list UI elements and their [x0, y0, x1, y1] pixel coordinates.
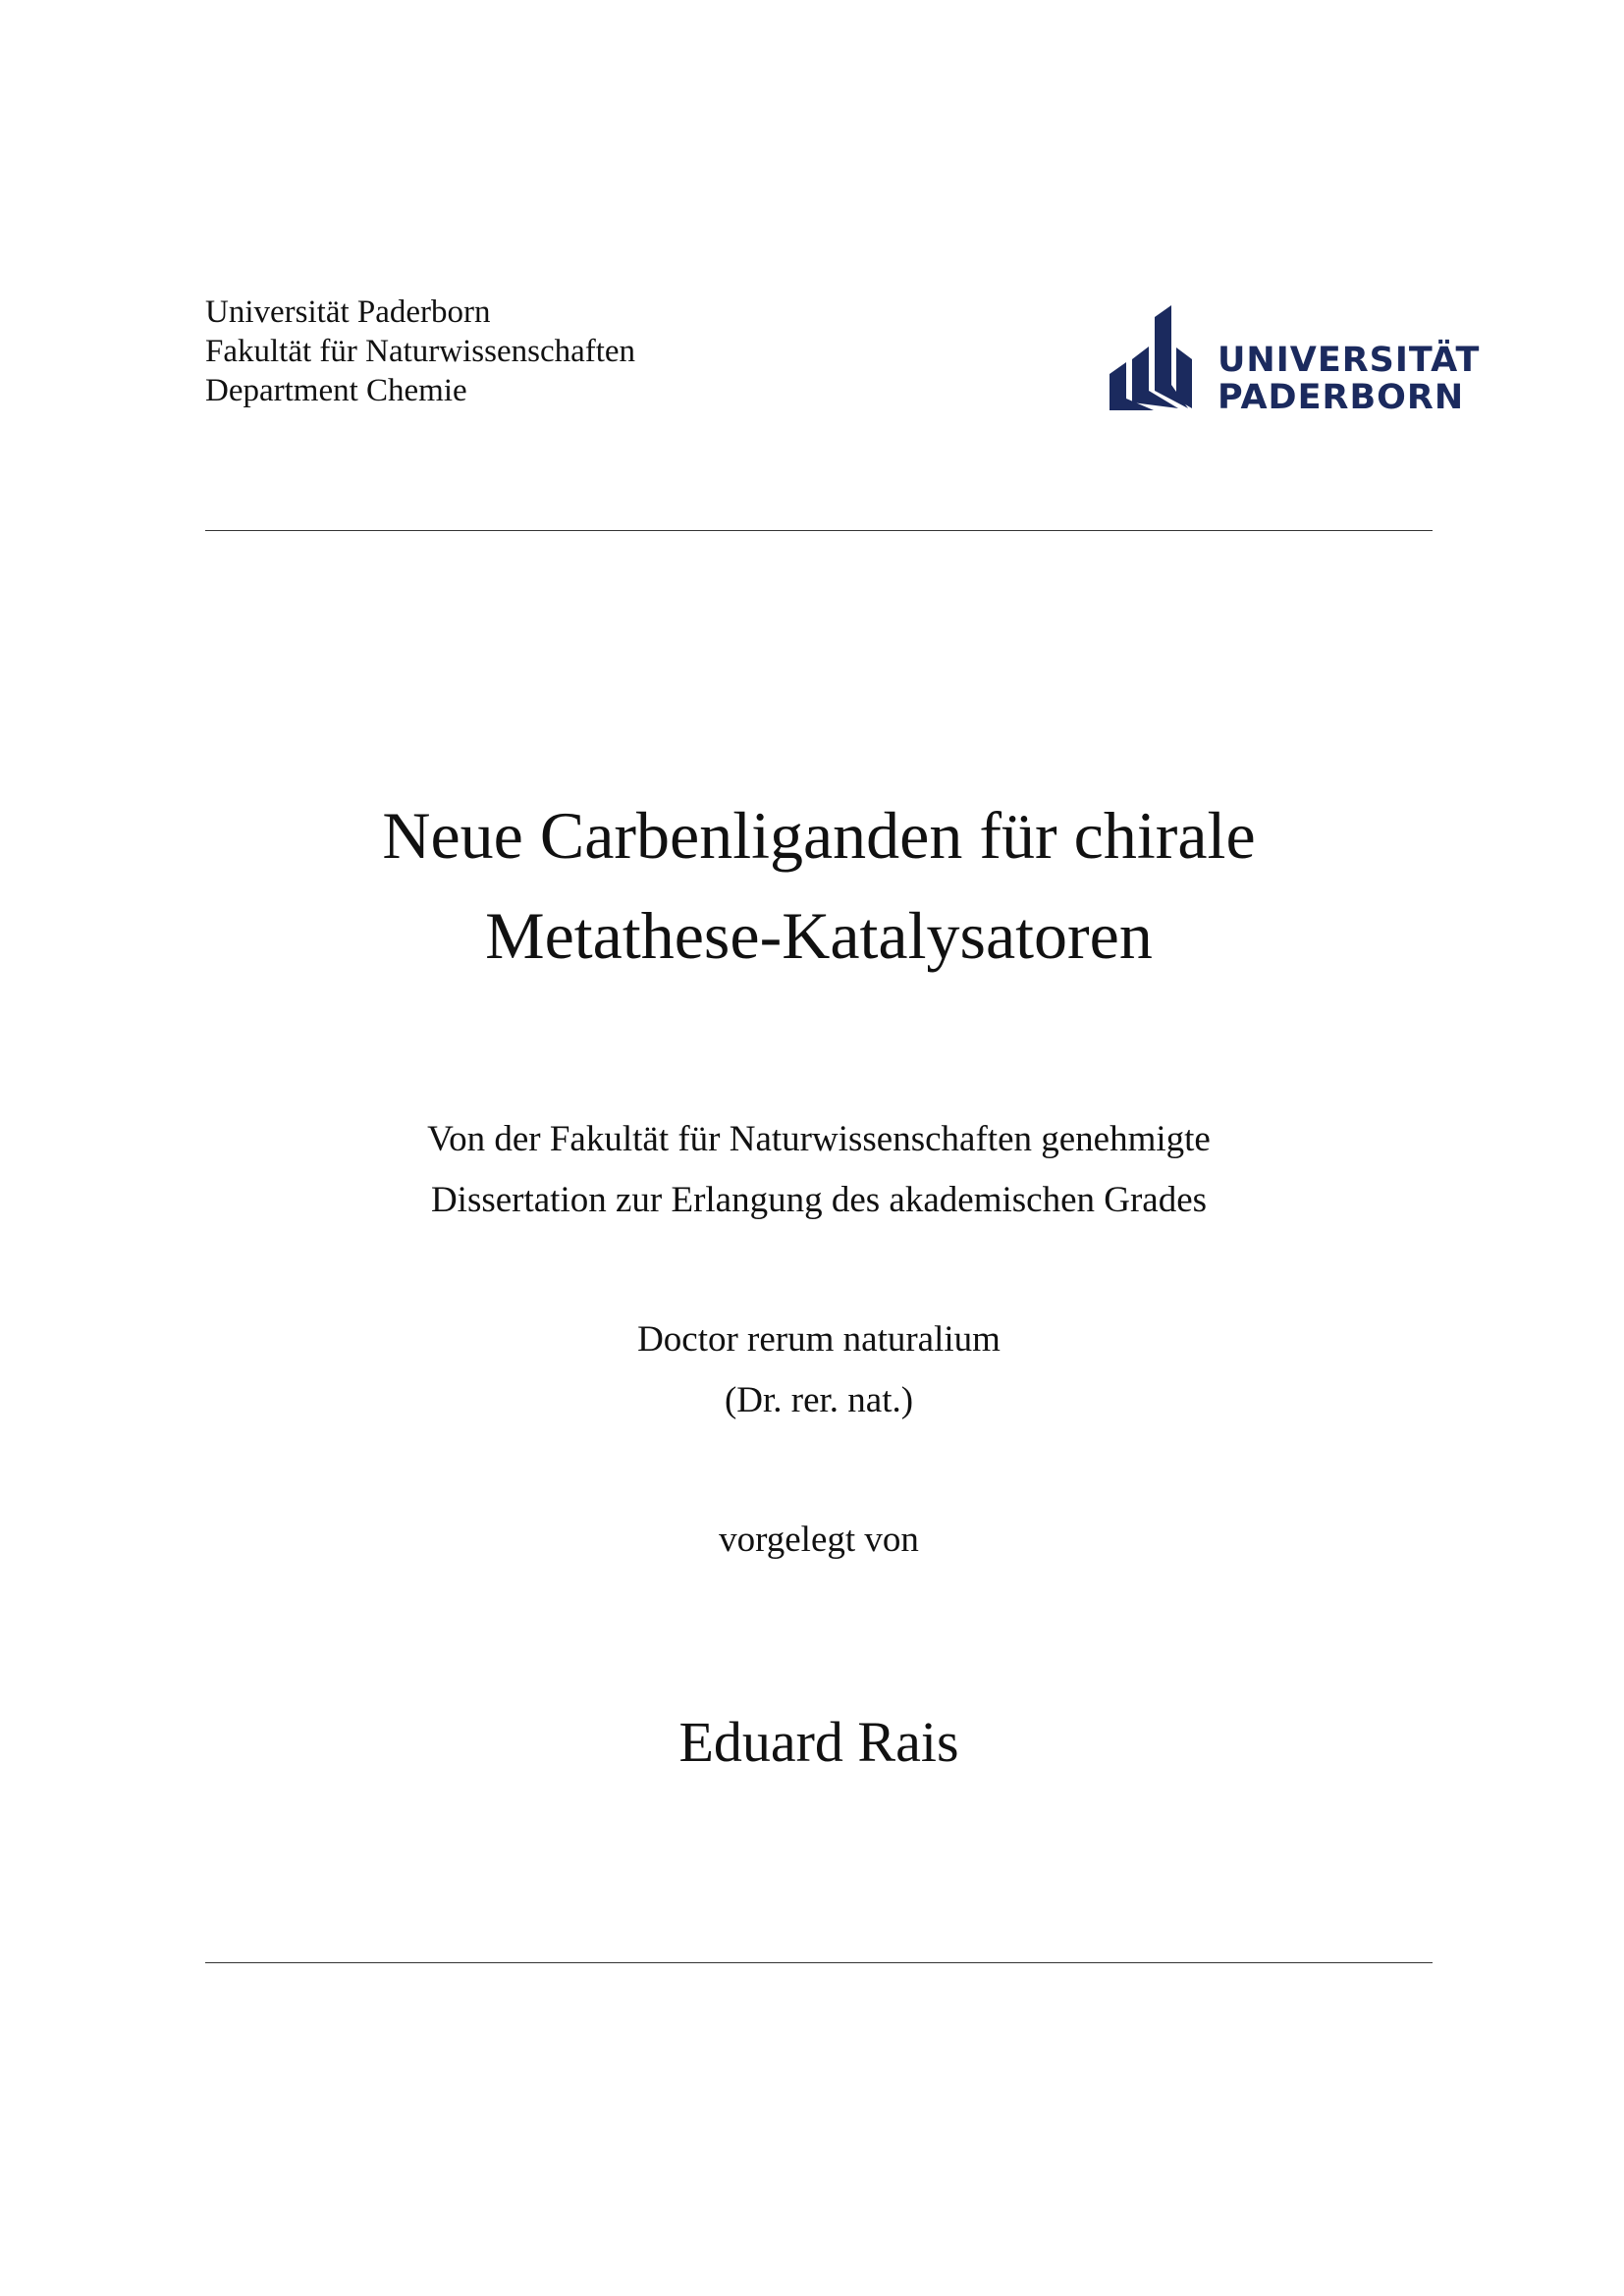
logo-emblem-icon [1110, 300, 1196, 410]
faculty-name: Fakultät für Naturwissenschaften [205, 334, 636, 369]
submitted-by-label: vorgelegt von [719, 1520, 919, 1560]
department-name: Department Chemie [205, 373, 467, 408]
title-line-1: Neue Carbenliganden für chirale [382, 798, 1256, 873]
university-name: Universität Paderborn [205, 294, 491, 330]
institution-block [205, 293, 635, 410]
author-name: Eduard Rais [678, 1710, 959, 1774]
logo-text-line1: UNIVERSITÄT [1218, 341, 1481, 380]
thesis-title [0, 785, 1624, 986]
title-line-2: Metathese-Katalysatoren [485, 898, 1153, 973]
approval-line-1: Von der Fakultät für Naturwissenschaften genehmigte [427, 1119, 1211, 1159]
approval-statement [0, 1109, 1624, 1231]
university-logo [1110, 300, 1481, 417]
bottom-divider [205, 1962, 1433, 1963]
degree-name: Doctor rerum naturalium [637, 1319, 1001, 1360]
degree [0, 1309, 1624, 1431]
logo-text-line2: PADERBORN [1218, 378, 1465, 417]
top-divider [205, 530, 1433, 531]
approval-line-2: Dissertation zur Erlangung des akademischen Grades [430, 1180, 1208, 1220]
degree-abbreviation: (Dr. rer. nat.) [724, 1380, 914, 1420]
